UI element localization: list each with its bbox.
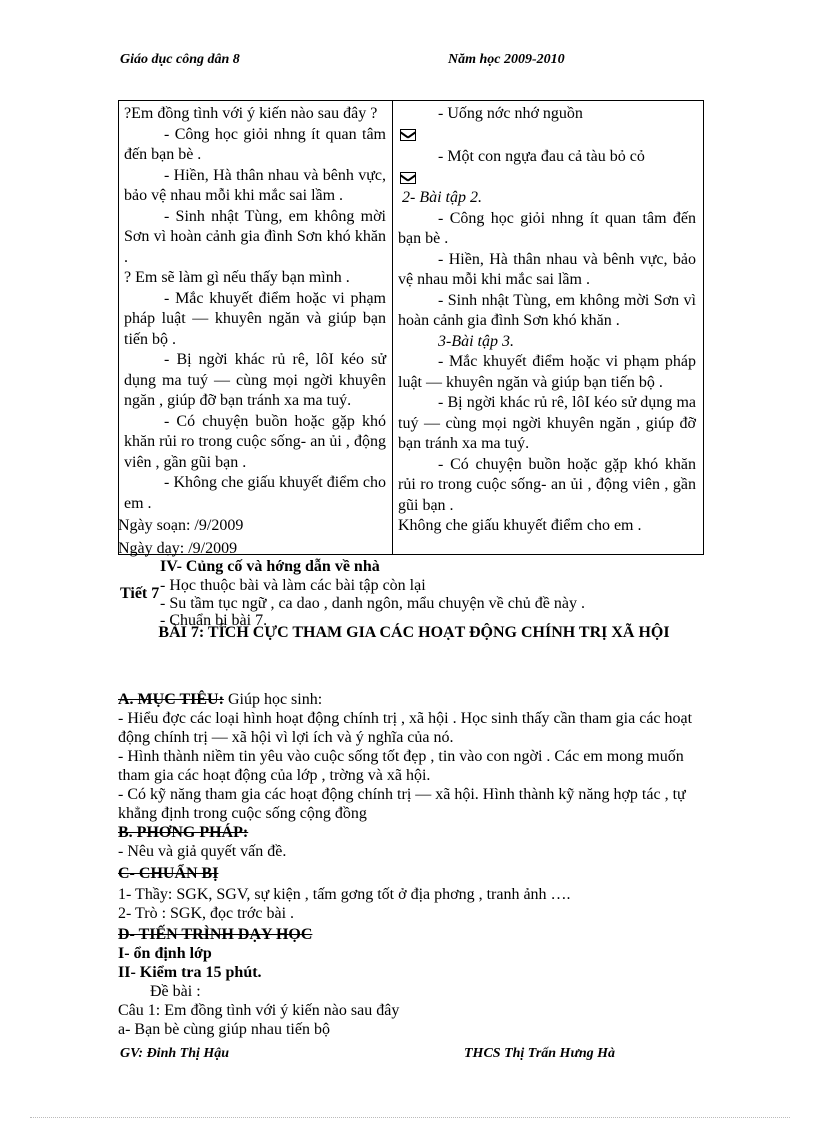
list-item: Không che giấu khuyết điểm cho em . [398, 517, 642, 534]
page-bottom-divider [30, 1117, 790, 1118]
step-2-heading: II- Kiểm tra 15 phút. [118, 964, 262, 981]
footer-school: THCS Thị Trấn Hưng Hà [464, 1046, 616, 1061]
lesson-number: Tiết 7 [120, 585, 160, 602]
homework-item: - Su tầm tục ngữ , ca dao , danh ngôn, mẩu chuyện về chủ đề này . [160, 595, 585, 612]
footer-teacher: GV: Đinh Thị Hậu [120, 1046, 230, 1061]
list-item: - Không che giấu khuyết điểm cho em . [124, 474, 386, 512]
list-item: - Công học giỏi nhng ít quan tâm đến bạn bè . [124, 125, 386, 163]
table-left-column [124, 104, 386, 514]
list-item: 2- Trò : SGK, đọc trớc bài . [118, 905, 295, 922]
envelope-icon [400, 129, 416, 141]
proverb-1: - Uống nớc nhớ nguồn [438, 105, 583, 122]
list-item: - Nêu và giả quyết vấn đề. [118, 843, 287, 860]
list-item: - Hiền, Hà thân nhau và bênh vực, bảo vệ nhau mỗi khi mắc sai lầm . [398, 250, 696, 288]
date-prepared: Ngày soạn: /9/2009 [118, 517, 244, 534]
section-a-intro: Giúp học sinh: [223, 691, 323, 708]
list-item: - Mắc khuyết điểm hoặc vi phạm pháp luật — khuyên ngăn và giúp bạn tiến bộ . [398, 353, 696, 391]
homework-item: - Chuẩn bị bài 7. [160, 612, 268, 629]
exam-question-1: Câu 1: Em đồng tình với ý kiến nào sau đây [118, 1002, 400, 1019]
table-right-column [398, 104, 696, 537]
section-a-heading: A. MỤC TIÊU: [118, 691, 224, 708]
exam-title: Đề bài : [150, 983, 201, 1000]
list-item: - Có kỹ năng tham gia các hoạt động chính trị — xã hội. Hình thành kỹ năng hợp tác , tự khẳng định trong cuộc sống cộng đồng [118, 786, 686, 822]
proverb-2: - Một con ngựa đau cả tàu bỏ cỏ [438, 148, 645, 165]
question-2: ? Em sẽ làm gì nếu thấy bạn mình . [124, 269, 350, 286]
list-item: - Sinh nhật Tùng, em không mời Sơn vì hoàn cảnh gia đình Sơn khó khăn . [398, 291, 696, 329]
review-heading: IV- Củng cố và hớng dẫn về nhà [160, 558, 380, 575]
list-item: - Bị ngời khác rủ rê, lôI kéo sử dụng ma tuý — cùng mọi ngời khuyên ngăn , giúp đỡ bạn tránh xa ma tuý. [124, 351, 386, 409]
section-d-heading: D- TIẾN TRÌNH DẠY HỌC [118, 926, 313, 943]
exam-option-a: a- Bạn bè cùng giúp nhau tiến bộ [118, 1021, 330, 1038]
header-year: Năm học 2009-2010 [448, 52, 565, 67]
list-item: - Bị ngời khác rủ rê, lôI kéo sử dụng ma tuý — cùng mọi ngời khuyên ngăn , giúp đỡ bạn tránh xa ma tuý. [398, 394, 696, 452]
list-item: - Sinh nhật Tùng, em không mời Sơn vì hoàn cảnh gia đình Sơn khó khăn . [124, 207, 386, 266]
list-item: - Có chuyện buồn hoặc gặp khó khăn rủi ro trong cuộc sống- an ủi , động viên , gần gũi bạn . [124, 412, 386, 471]
list-item: - Mắc khuyết điểm hoặc vi phạm pháp luật — khuyên ngăn và giúp bạn tiến bộ . [124, 289, 386, 348]
homework-item: - Học thuộc bài và làm các bài tập còn lại [160, 577, 426, 594]
list-item: - Hiểu đợc các loại hình hoạt động chính trị , xã hội . Học sinh thấy cần tham gia các hoạt động chính trị — xã hội vì lợi ích và ý nghĩa của nó. [118, 710, 693, 746]
lesson-body [118, 690, 698, 1039]
section-c-heading: C- CHUẨN BỊ [118, 865, 219, 882]
table-divider [392, 100, 393, 555]
envelope-icon [400, 172, 416, 184]
lesson-title: BÀI 7: TÍCH CỰC THAM GIA CÁC HOẠT ĐỘNG CHÍNH TRỊ XÃ HỘI [158, 624, 670, 641]
list-item: - Hiền, Hà thân nhau và bênh vực, bảo vệ nhau mỗi khi mắc sai lầm . [124, 166, 386, 204]
exercise-3-heading: 3-Bài tập 3. [438, 332, 514, 350]
list-item: - Công học giỏi nhng ít quan tâm đến bạn bè . [398, 209, 696, 247]
question-1: ?Em đồng tình với ý kiến nào sau đây ? [124, 105, 378, 122]
step-1-heading: I- ổn định lớp [118, 945, 212, 962]
section-b-heading: B. PHƠNG PHÁP: [118, 824, 249, 841]
list-item: 1- Thầy: SGK, SGV, sự kiện , tấm gơng tốt ở địa phơng , tranh ảnh …. [118, 886, 571, 903]
list-item: - Có chuyện buồn hoặc gặp khó khăn rủi ro trong cuộc sống- an ủi , động viên , gần gũi bạn . [398, 455, 696, 514]
header-subject: Giáo dục công dân 8 [120, 52, 240, 67]
date-taught: Ngày dạy: /9/2009 [118, 540, 238, 557]
exercise-2-heading: 2- Bài tập 2. [402, 189, 482, 206]
list-item: - Hình thành niềm tin yêu vào cuộc sống tốt đẹp , tin vào con ngời . Các em mong muốn tham gia các hoạt động của lớp , trờng và xã hội. [118, 748, 684, 784]
